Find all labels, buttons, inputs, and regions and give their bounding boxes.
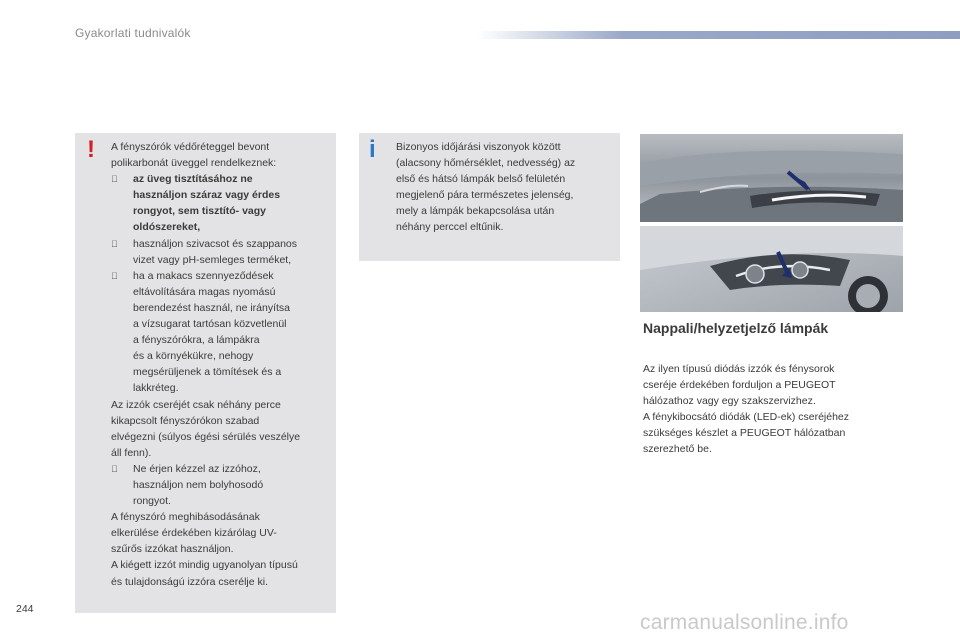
bullet-icon [111, 171, 118, 187]
warning-text [111, 139, 333, 590]
warning-line: A fényszórók védőréteggel bevont [111, 141, 270, 153]
warning-icon: ! [87, 136, 95, 163]
headlight-photo-top [640, 134, 903, 222]
warning-bullet-text: az üveg tisztításához ne [133, 173, 253, 186]
info-line: (alacsony hőmérséklet, nedvesség) az [396, 157, 576, 170]
section-heading: Nappali/helyzetjelző lámpák [643, 320, 829, 336]
warning-line: a fényszórókra, a lámpákra [133, 334, 260, 347]
info-text [396, 139, 614, 236]
info-line: mely a lámpák bekapcsolása után [396, 205, 555, 218]
bullet-icon [111, 461, 118, 477]
warning-line: használjon száraz vagy érdes [133, 189, 281, 202]
section-line: Az ilyen típusú diódás izzók és fénysorok [643, 363, 835, 375]
warning-line: A kiégett izzót mindig ugyanolyan típusú [111, 559, 298, 572]
page-number: 244 [16, 603, 34, 615]
warning-line: vizet vagy pH-semleges terméket, [133, 253, 292, 266]
section-line: A fénykibocsátó diódák (LED-ek) cseréjéhez [643, 411, 850, 424]
info-icon: i [369, 136, 376, 163]
warning-line: oldószereket, [133, 221, 201, 234]
section-line: szükséges készlet a PEUGEOT hálózatban [643, 427, 846, 440]
bullet-icon [111, 236, 118, 252]
headlight-photo-bottom [640, 226, 903, 312]
header-bar [478, 31, 960, 39]
warning-line: szűrős izzókat használjon. [111, 543, 234, 556]
warning-bullet [111, 171, 333, 187]
warning-line: rongyot. [133, 495, 171, 508]
info-line: első és hátsó lámpák belső felületén [396, 173, 566, 186]
info-line: néhány perccel eltűnik. [396, 221, 504, 234]
section-line: hálózathoz vagy egy szakszervizhez. [643, 395, 816, 408]
warning-line: polikarbonát üveggel rendelkeznek: [111, 157, 277, 170]
warning-line: kikapcsolt fényszórókon szabad [111, 414, 260, 427]
warning-line: áll fenn). [111, 446, 152, 459]
section-line: szerezhető be. [643, 443, 712, 456]
warning-bullet [111, 236, 333, 252]
warning-line: rongyot, sem tisztító- vagy [133, 205, 267, 218]
warning-line: és tulajdonságú izzóra cserélje ki. [111, 575, 268, 588]
warning-line: és a környékükre, nehogy [133, 350, 254, 363]
bullet-icon [111, 268, 118, 284]
warning-line: berendezést használ, ne irányítsa [133, 301, 291, 314]
warning-line: elkerülése érdekében kizárólag UV- [111, 527, 277, 540]
warning-bullet [111, 461, 333, 477]
section-body [643, 361, 903, 458]
header-title: Gyakorlati tudnivalók [75, 26, 191, 40]
warning-bullet-text: használjon szivacsot és szappanos [133, 237, 298, 250]
info-line: Bizonyos időjárási viszonyok között [396, 141, 561, 153]
warning-line: lakkréteg. [133, 382, 179, 395]
warning-line: Az izzók cseréjét csak néhány perce [111, 398, 281, 411]
warning-bullet-text: ha a makacs szennyeződések [133, 269, 274, 282]
warning-bullet-text: Ne érjen kézzel az izzóhoz, [133, 462, 261, 475]
section-line: cseréje érdekében forduljon a PEUGEOT [643, 379, 836, 392]
watermark[interactable]: carmanualsonline.info [640, 611, 849, 634]
warning-line: A fényszóró meghibásodásának [111, 511, 260, 524]
warning-line: használjon nem bolyhosodó [133, 478, 264, 491]
car-headlight-illustration [640, 226, 903, 312]
warning-bullet [111, 268, 333, 284]
warning-line: eltávolítására magas nyomású [133, 285, 276, 298]
warning-line: elvégezni (súlyos égési sérülés veszélye [111, 430, 301, 443]
warning-line: a vízsugarat tartósan közvetlenül [133, 318, 287, 331]
car-front-drl-illustration [640, 134, 903, 222]
warning-line: megsérüljenek a tömítések és a [133, 366, 282, 379]
info-line: megjelenő pára természetes jelenség, [396, 189, 574, 202]
